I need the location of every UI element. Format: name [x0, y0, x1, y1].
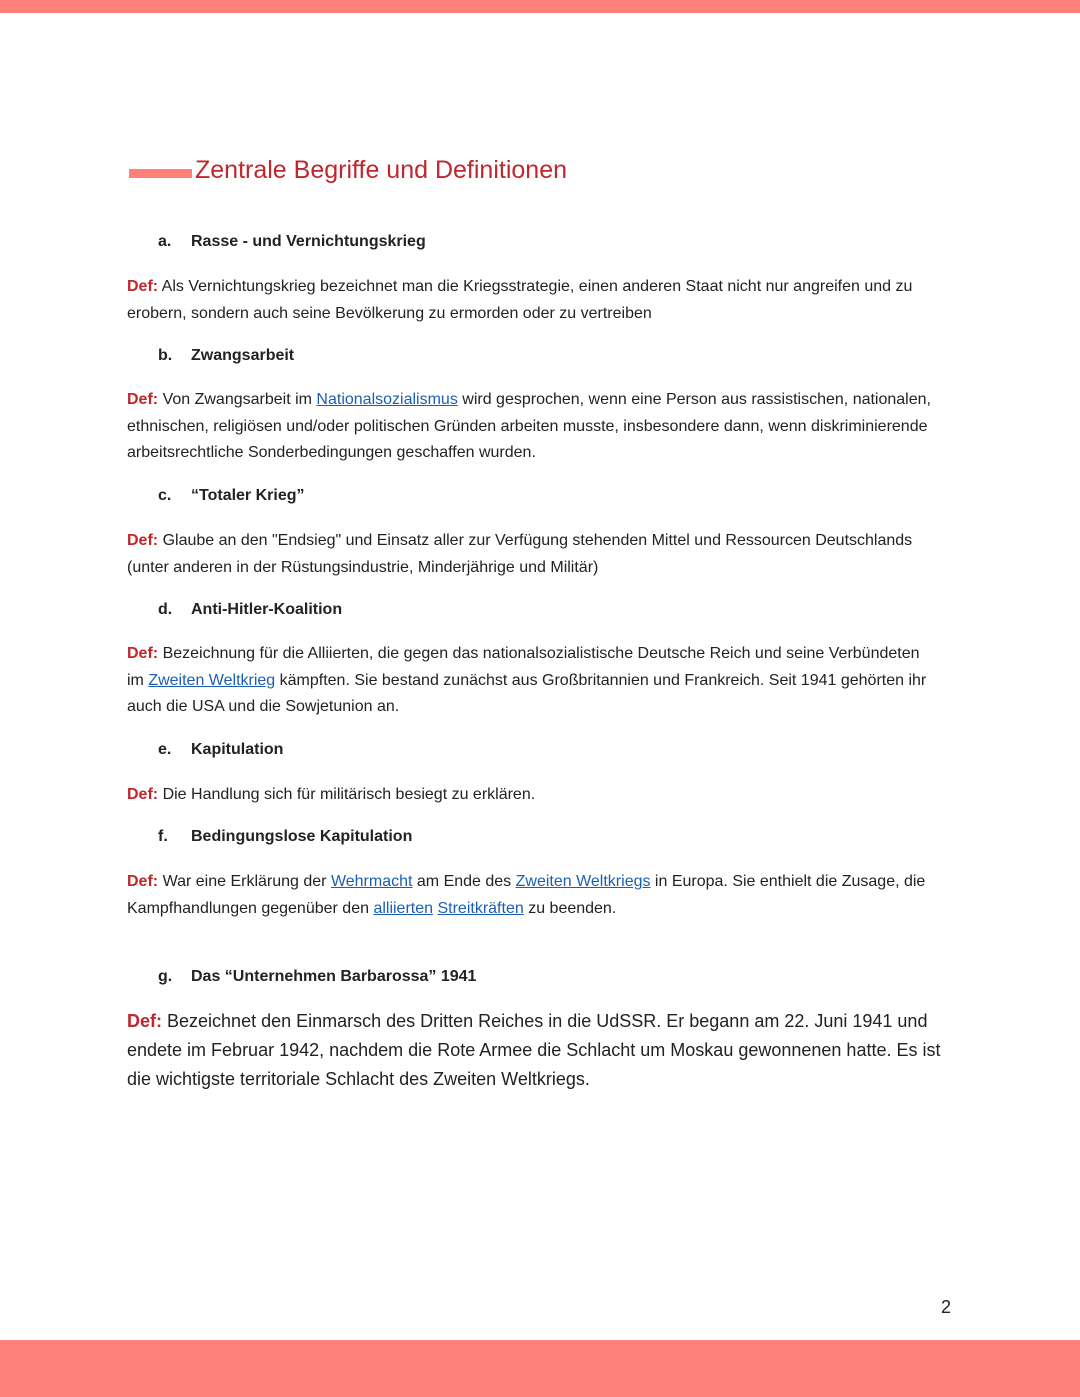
link-wehrmacht[interactable]: Wehrmacht	[330, 873, 413, 890]
def-label: Def:	[127, 786, 159, 803]
page-number: 2	[941, 1297, 952, 1317]
link-zweiten-weltkrieg[interactable]: Zweiten Weltkrieg	[148, 671, 276, 689]
def-label: Def:	[127, 391, 159, 408]
term-title-f: f. Bedingungslose Kapitulation	[158, 828, 413, 845]
definition-d: Def: Bezeichnung für die Alliierten, die gegen das nationalsozialistische Deutsche Reich und seine Verbündeten im Zweiten Weltkrieg kämpften. Sie bestand zunächst aus Großbritannien und Frankreich. Seit 1941 gehörten ihr auch die USA und die Sowjetunion an.	[127, 645, 927, 715]
definition-g: Def: Bezeichnet den Einmarsch des Dritten Reiches in die UdSSR. Er begann am 22. Juni 1941 und endete im Februar 1942, nachdem die Rote Armee die Schlacht um Moskau gewonnenen hatte. Es ist die wichtigste territoriale Schlacht des Zweiten Weltkriegs.	[127, 1011, 941, 1089]
term-title-e: e. Kapitulation	[158, 741, 284, 758]
def-label: Def:	[127, 645, 159, 662]
def-label: Def:	[127, 532, 159, 549]
page-title: Zentrale Begriffe und Definitionen	[195, 155, 567, 184]
definition-e: Def: Die Handlung sich für militärisch besiegt zu erklären.	[127, 786, 536, 803]
term-title-d: d. Anti-Hitler-Koalition	[158, 601, 343, 618]
definition-c: Def: Glaube an den "Endsieg" und Einsatz aller zur Verfügung stehenden Mittel und Ressourcen Deutschlands (unter anderen in der Rüstungsindustrie, Minderjährige und Militär)	[127, 532, 913, 576]
link-alliierten[interactable]: alliierten	[373, 899, 434, 917]
link-nationalsozialismus[interactable]: Nationalsozialismus	[316, 391, 458, 408]
term-title-b: b. Zwangsarbeit	[158, 347, 295, 364]
term-title-a: a. Rasse - und Vernichtungskrieg	[158, 233, 426, 250]
heading-accent-line	[129, 169, 192, 178]
def-label: Def:	[127, 278, 159, 295]
section-heading	[129, 150, 567, 190]
definition-f: Def: War eine Erklärung der Wehrmacht am Ende des Zweiten Weltkriegs in Europa. Sie enthielt die Zusage, die Kampfhandlungen gegenüber den alliierten Streitkräften zu beenden.	[127, 873, 926, 917]
definition-b: Def: Von Zwangsarbeit im Nationalsozialismus wird gesprochen, wenn eine Person aus rassistischen, nationalen, ethnischen, religiösen und/oder politischen Gründen arbeiten musste, insbesondere dann, wenn diskriminierende arbeitsrechtliche Sonderbedingungen geschaffen wurden.	[127, 391, 931, 461]
term-title-g: g. Das “Unternehmen Barbarossa” 1941	[158, 968, 477, 985]
term-title-c: c. “Totaler Krieg”	[158, 487, 305, 504]
def-label: Def:	[127, 1011, 162, 1031]
bottom-accent-bar	[0, 1340, 1080, 1397]
def-label: Def:	[127, 873, 159, 890]
link-zweiten-weltkriegs[interactable]: Zweiten Weltkriegs	[515, 873, 651, 890]
top-accent-bar	[0, 0, 1080, 13]
definition-a: Def: Als Vernichtungskrieg bezeichnet man die Kriegsstrategie, einen anderen Staat nicht nur angreifen und zu erobern, sondern auch seine Bevölkerung zu ermorden oder zu vertreiben	[127, 278, 913, 322]
link-streitkraeften[interactable]: Streitkräften	[437, 899, 524, 917]
